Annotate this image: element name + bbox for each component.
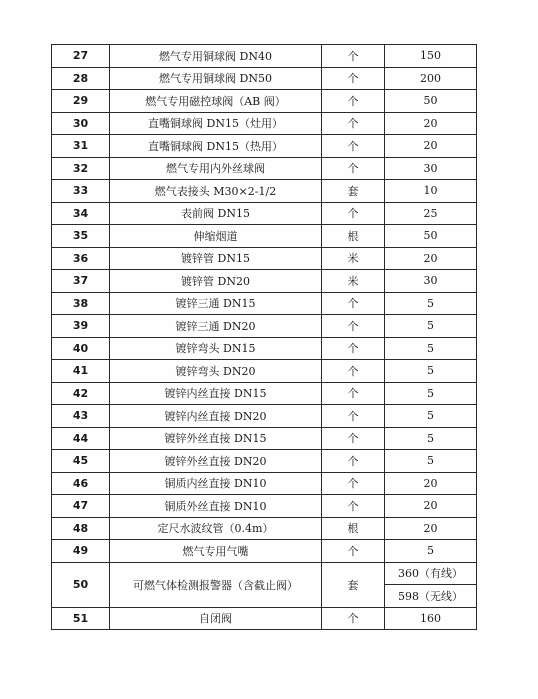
table-row <box>52 517 477 540</box>
table-row <box>52 135 477 158</box>
item-unit: 个 <box>322 337 385 360</box>
item-name: 可燃气体检测报警器（含截止阀） <box>110 562 322 607</box>
item-unit: 根 <box>322 225 385 248</box>
item-quantity: 25 <box>385 202 477 225</box>
item-unit: 套 <box>322 180 385 203</box>
table-row <box>52 157 477 180</box>
item-name: 镀锌外丝直接 DN20 <box>110 450 322 473</box>
item-name: 镀锌弯头 DN15 <box>110 337 322 360</box>
item-unit: 个 <box>322 405 385 428</box>
row-number: 44 <box>52 427 110 450</box>
table-row <box>52 292 477 315</box>
item-name: 燃气专用气嘴 <box>110 540 322 563</box>
item-name: 镀锌弯头 DN20 <box>110 360 322 383</box>
item-name: 镀锌管 DN15 <box>110 247 322 270</box>
item-unit: 个 <box>322 67 385 90</box>
row-number: 51 <box>52 607 110 630</box>
item-name: 燃气表接头 M30×2-1/2 <box>110 180 322 203</box>
item-name: 自闭阀 <box>110 607 322 630</box>
table-row-51 <box>52 607 477 630</box>
row-number: 32 <box>52 157 110 180</box>
item-quantity: 20 <box>385 112 477 135</box>
row-number: 41 <box>52 360 110 383</box>
item-quantity: 5 <box>385 405 477 428</box>
item-quantity: 20 <box>385 247 477 270</box>
item-unit: 个 <box>322 135 385 158</box>
item-quantity: 5 <box>385 337 477 360</box>
item-quantity: 20 <box>385 135 477 158</box>
table-row <box>52 90 477 113</box>
row-number: 30 <box>52 112 110 135</box>
item-quantity: 20 <box>385 472 477 495</box>
item-name: 镀锌三通 DN15 <box>110 292 322 315</box>
item-unit: 个 <box>322 292 385 315</box>
table-row <box>52 67 477 90</box>
item-quantity: 5 <box>385 292 477 315</box>
item-unit: 个 <box>322 45 385 68</box>
table-row <box>52 270 477 293</box>
item-name: 镀锌外丝直接 DN15 <box>110 427 322 450</box>
item-quantity: 20 <box>385 517 477 540</box>
table-row <box>52 45 477 68</box>
row-number: 46 <box>52 472 110 495</box>
item-quantity: 30 <box>385 157 477 180</box>
row-number: 35 <box>52 225 110 248</box>
item-quantity: 5 <box>385 450 477 473</box>
item-quantity: 5 <box>385 315 477 338</box>
item-name: 铜质内丝直接 DN10 <box>110 472 322 495</box>
item-name: 镀锌内丝直接 DN15 <box>110 382 322 405</box>
item-quantity-wireless: 598（无线） <box>385 585 477 608</box>
table-row <box>52 495 477 518</box>
table-row <box>52 202 477 225</box>
item-quantity: 5 <box>385 360 477 383</box>
item-quantity: 150 <box>385 45 477 68</box>
item-unit: 米 <box>322 247 385 270</box>
row-number: 36 <box>52 247 110 270</box>
item-name: 燃气专用内外丝球阀 <box>110 157 322 180</box>
item-quantity: 10 <box>385 180 477 203</box>
item-unit: 个 <box>322 427 385 450</box>
materials-table-body <box>52 45 477 630</box>
item-name: 镀锌内丝直接 DN20 <box>110 405 322 428</box>
item-quantity: 5 <box>385 382 477 405</box>
table-row <box>52 247 477 270</box>
item-unit: 个 <box>322 472 385 495</box>
item-name: 铜质外丝直接 DN10 <box>110 495 322 518</box>
row-number: 43 <box>52 405 110 428</box>
table-row <box>52 180 477 203</box>
item-unit: 个 <box>322 540 385 563</box>
table-row <box>52 360 477 383</box>
table-row <box>52 450 477 473</box>
item-name: 燃气专用铜球阀 DN40 <box>110 45 322 68</box>
table-row <box>52 540 477 563</box>
item-name: 伸缩烟道 <box>110 225 322 248</box>
table-row-50 <box>52 562 477 585</box>
row-number: 47 <box>52 495 110 518</box>
item-name: 燃气专用磁控球阀（AB 阀） <box>110 90 322 113</box>
item-quantity-wired: 360（有线） <box>385 562 477 585</box>
item-unit: 个 <box>322 450 385 473</box>
item-unit: 米 <box>322 270 385 293</box>
materials-table <box>51 44 477 630</box>
table-row <box>52 427 477 450</box>
item-name: 镀锌三通 DN20 <box>110 315 322 338</box>
table-row <box>52 225 477 248</box>
row-number: 40 <box>52 337 110 360</box>
row-number: 33 <box>52 180 110 203</box>
item-quantity: 5 <box>385 427 477 450</box>
item-unit: 个 <box>322 157 385 180</box>
table-row <box>52 405 477 428</box>
item-unit: 个 <box>322 360 385 383</box>
table-row <box>52 315 477 338</box>
item-unit: 个 <box>322 315 385 338</box>
table-row <box>52 112 477 135</box>
table-row <box>52 382 477 405</box>
row-number: 48 <box>52 517 110 540</box>
item-unit: 个 <box>322 382 385 405</box>
item-unit: 个 <box>322 112 385 135</box>
row-number: 31 <box>52 135 110 158</box>
item-name: 表前阀 DN15 <box>110 202 322 225</box>
item-unit: 套 <box>322 562 385 607</box>
row-number: 29 <box>52 90 110 113</box>
item-unit: 个 <box>322 202 385 225</box>
item-quantity: 30 <box>385 270 477 293</box>
row-number: 37 <box>52 270 110 293</box>
row-number: 27 <box>52 45 110 68</box>
item-unit: 个 <box>322 495 385 518</box>
item-name: 镀锌管 DN20 <box>110 270 322 293</box>
item-name: 直嘴铜球阀 DN15（灶用） <box>110 112 322 135</box>
row-number: 38 <box>52 292 110 315</box>
table-row <box>52 337 477 360</box>
item-unit: 个 <box>322 90 385 113</box>
row-number: 50 <box>52 562 110 607</box>
table-row <box>52 472 477 495</box>
item-quantity: 20 <box>385 495 477 518</box>
item-quantity: 50 <box>385 225 477 248</box>
item-unit: 个 <box>322 607 385 630</box>
item-quantity: 50 <box>385 90 477 113</box>
row-number: 39 <box>52 315 110 338</box>
row-number: 45 <box>52 450 110 473</box>
item-quantity: 5 <box>385 540 477 563</box>
row-number: 34 <box>52 202 110 225</box>
item-name: 定尺水波纹管（0.4m） <box>110 517 322 540</box>
row-number: 42 <box>52 382 110 405</box>
item-name: 燃气专用铜球阀 DN50 <box>110 67 322 90</box>
item-quantity: 200 <box>385 67 477 90</box>
item-quantity: 160 <box>385 607 477 630</box>
row-number: 28 <box>52 67 110 90</box>
row-number: 49 <box>52 540 110 563</box>
item-name: 直嘴铜球阀 DN15（热用） <box>110 135 322 158</box>
item-unit: 根 <box>322 517 385 540</box>
